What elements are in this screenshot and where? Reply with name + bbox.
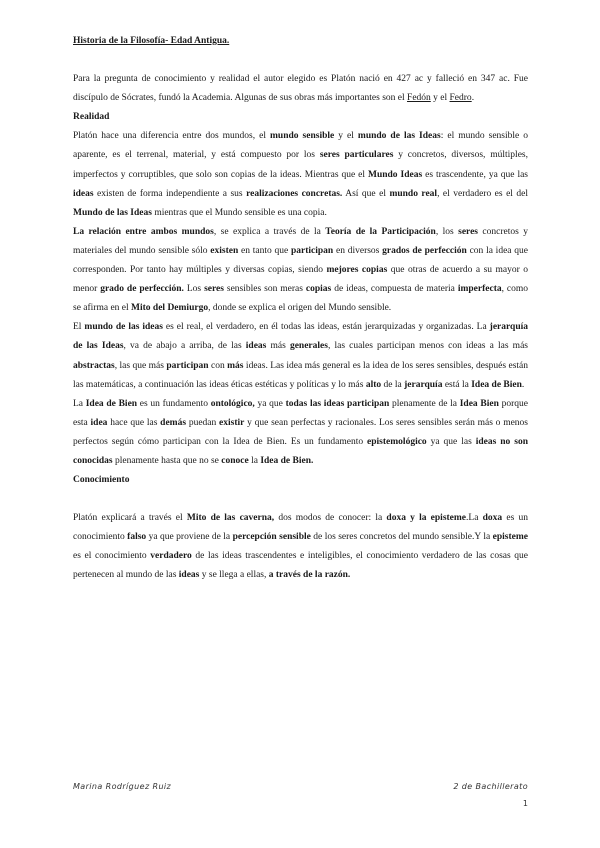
realidad-paragraph-4 <box>73 395 528 471</box>
bold-term: realizaciones concretas. <box>246 188 343 199</box>
text-run: más <box>266 341 290 352</box>
text-run: Así que el <box>342 188 390 199</box>
intro-and: y el <box>430 93 450 104</box>
bold-term: mundo de las Ideas <box>357 131 441 142</box>
bold-term: doxa y la episteme <box>386 513 467 524</box>
text-run: en diversos <box>333 245 383 256</box>
bold-term: epistemológico <box>367 436 427 447</box>
bold-term: mundo real <box>389 188 438 199</box>
spacer <box>73 490 528 509</box>
bold-term: seres <box>458 226 478 237</box>
bold-term: Idea de Bien <box>85 398 138 409</box>
text-run: y concretos, diversos, múltiples, imperfectos y corruptibles, que solo son copias de la ideas. Mientras que el <box>73 150 528 180</box>
bold-term: ideas <box>245 341 267 352</box>
text-run: ya que proviene de la <box>146 532 233 543</box>
bold-term: mejores copias <box>326 265 388 276</box>
bold-term: seres <box>204 284 224 295</box>
bold-term: todas las ideas participan <box>285 398 390 409</box>
text-run: plenamente de la <box>389 398 460 409</box>
realidad-paragraph-3 <box>73 318 528 394</box>
text-run: Platón explicará a través el <box>73 513 187 524</box>
bold-term: copias <box>305 284 332 295</box>
bold-term: existir <box>219 417 245 428</box>
bold-term: Mito de las caverna, <box>186 513 275 524</box>
text-run: ideas. Las idea más general es la idea de los seres sensibles, después están las matemáticas, a continuación las ideas éticas estéticas y políticas y lo más <box>73 360 528 390</box>
text-run: que otras de acuerdo a su mayor o menor <box>73 265 528 295</box>
text-run: dos modos de conocer: la <box>274 513 387 524</box>
bold-term: falso <box>127 532 147 543</box>
text-run: existen de forma independiente a sus <box>93 188 247 199</box>
text-run: .La <box>466 513 483 524</box>
bold-term: Mundo Ideas <box>367 169 423 180</box>
text-run: puedan <box>186 417 220 428</box>
bold-term: Mundo de las Ideas <box>73 207 152 218</box>
intro-text: Para la pregunta de conocimiento y realidad el autor elegido es Platón nació en 427 ac y falleció en 347 ac. Fue discípulo de Sócrates, fundó la Academia. Algunas de sus obras más importantes son el <box>73 74 528 104</box>
bold-term: La relación entre ambos mundos <box>73 226 214 237</box>
bold-term: ideas <box>73 188 94 199</box>
text-run: , las cuales participan menos con ideas a las más <box>327 341 528 352</box>
bold-term: grados de perfección <box>382 245 467 256</box>
document-title: Historia de la Filosofía- Edad Antigua. <box>73 36 230 46</box>
bold-term: ideas <box>178 570 200 581</box>
bold-term: mundo sensible <box>270 131 335 142</box>
text-run: Platón hace una diferencia entre dos mundos, el <box>73 131 271 142</box>
bold-term: Teoría de la Participación <box>325 226 436 237</box>
text-run: plenamente hasta que no se <box>112 455 222 466</box>
text-run: la <box>248 455 261 466</box>
bold-term: generales <box>289 341 328 352</box>
text-run: de los seres concretos del mundo sensible.Y la <box>310 532 493 543</box>
bold-term: verdadero <box>150 551 192 562</box>
text-run: de las ideas trascendentes e inteligibles, el conocimiento verdadero de las cosas que pertenecen al mundo de las <box>73 551 529 581</box>
text-run: ya que las <box>426 436 476 447</box>
text-run: y que sean perfectas y racionales. Los seres sensibles serán más o menos perfectos según cómo participan con la Idea de Bien. Es un fundamento <box>73 417 528 447</box>
text-run: es un conocimiento <box>73 513 529 543</box>
bold-term: episteme <box>492 532 528 543</box>
text-run: , las que más <box>114 360 167 371</box>
bold-term: seres particulares <box>319 150 394 161</box>
text-run: : el mundo sensible o aparente, es el terrenal, material, y está compuesto por los <box>73 131 529 161</box>
intro-paragraph <box>73 70 528 108</box>
bold-term: Idea de Bien. <box>260 455 314 466</box>
text-run: en tanto que <box>238 245 291 256</box>
text-run: , el verdadero es el del <box>437 188 528 199</box>
text-run: con <box>208 360 228 371</box>
bold-term: percepción sensible <box>232 532 311 543</box>
footer-course: 2 de Bachillerato <box>453 782 528 791</box>
bold-term: alto <box>365 379 382 390</box>
text-run: es trascendente, ya que las <box>422 169 529 180</box>
text-run: hace que las <box>107 417 161 428</box>
text-run: está la <box>442 379 472 390</box>
text-run: es el conocimiento <box>73 551 151 562</box>
text-run: es el real, el verdadero, en él todas las ideas, están jerarquizadas y organizadas. La <box>162 322 490 333</box>
realidad-paragraph-2 <box>73 223 528 318</box>
text-run: ya que <box>254 398 286 409</box>
text-run: El <box>73 322 85 333</box>
text-run: con la idea que corresponden. Por tanto hay múltiples y diversas copias, siendo <box>73 245 528 276</box>
text-run: La <box>73 398 86 409</box>
intro-end: . <box>471 93 475 104</box>
text-run: , donde se explica el origen del Mundo sensible. <box>208 303 392 314</box>
realidad-paragraph-1 <box>73 127 528 222</box>
bold-term: demás <box>160 417 187 428</box>
bold-term: ideas no son conocidas <box>73 436 528 466</box>
section-heading-realidad: Realidad <box>73 112 110 123</box>
bold-term: mundo de las ideas <box>84 322 163 333</box>
page-number: 1 <box>522 799 528 808</box>
text-run: de ideas, compuesta de materia <box>331 284 458 295</box>
conocimiento-paragraph-1 <box>73 509 528 585</box>
text-run: y se llega a ellas, <box>199 570 269 581</box>
text-run: es un fundamento <box>137 398 211 409</box>
text-run: . <box>521 379 525 390</box>
bold-term: participan <box>290 245 334 256</box>
bold-term: más <box>227 360 244 371</box>
bold-term: Idea de Bien <box>471 379 522 390</box>
text-run: de la <box>381 379 405 390</box>
bold-term: grado de perfección. <box>100 284 184 295</box>
bold-term: idea <box>90 417 108 428</box>
bold-term: Mito del Demiurgo <box>131 303 209 314</box>
text-run: y el <box>334 131 358 142</box>
bold-term: participan <box>166 360 209 371</box>
spacer <box>73 51 528 70</box>
bold-term: a través de la razón. <box>268 570 351 581</box>
text-run: sensibles son meras <box>223 284 306 295</box>
text-run: Los <box>183 284 205 295</box>
text-run: concretos y materiales del mundo sensible sólo <box>73 226 528 256</box>
bold-term: jerarquía de las Ideas <box>73 322 529 352</box>
section-heading-conocimiento: Conocimiento <box>73 475 130 486</box>
text-run: , los <box>435 226 459 237</box>
bold-term: imperfecta <box>457 284 502 295</box>
bold-term: doxa <box>482 513 503 524</box>
text-run: , como se afirma en el <box>73 284 529 314</box>
text-run: , se explica a través de la <box>213 226 326 237</box>
bold-term: conoce <box>221 455 249 466</box>
bold-term: Idea Bien <box>459 398 499 409</box>
bold-term: ontológico, <box>210 398 255 409</box>
text-run: , va de abajo a arriba, de las <box>123 341 246 352</box>
text-run: porque esta <box>73 398 528 428</box>
book-link-fedro[interactable]: Fedro <box>449 93 472 104</box>
bold-term: abstractas <box>73 360 115 371</box>
book-link-fedon[interactable]: Fedón <box>407 93 431 104</box>
text-run: mientras que el Mundo sensible es una copia. <box>151 207 327 218</box>
bold-term: existen <box>210 245 239 256</box>
footer-author: Marina Rodríguez Ruiz <box>73 782 172 791</box>
document-body <box>73 32 528 586</box>
bold-term: jerarquía <box>404 379 443 390</box>
